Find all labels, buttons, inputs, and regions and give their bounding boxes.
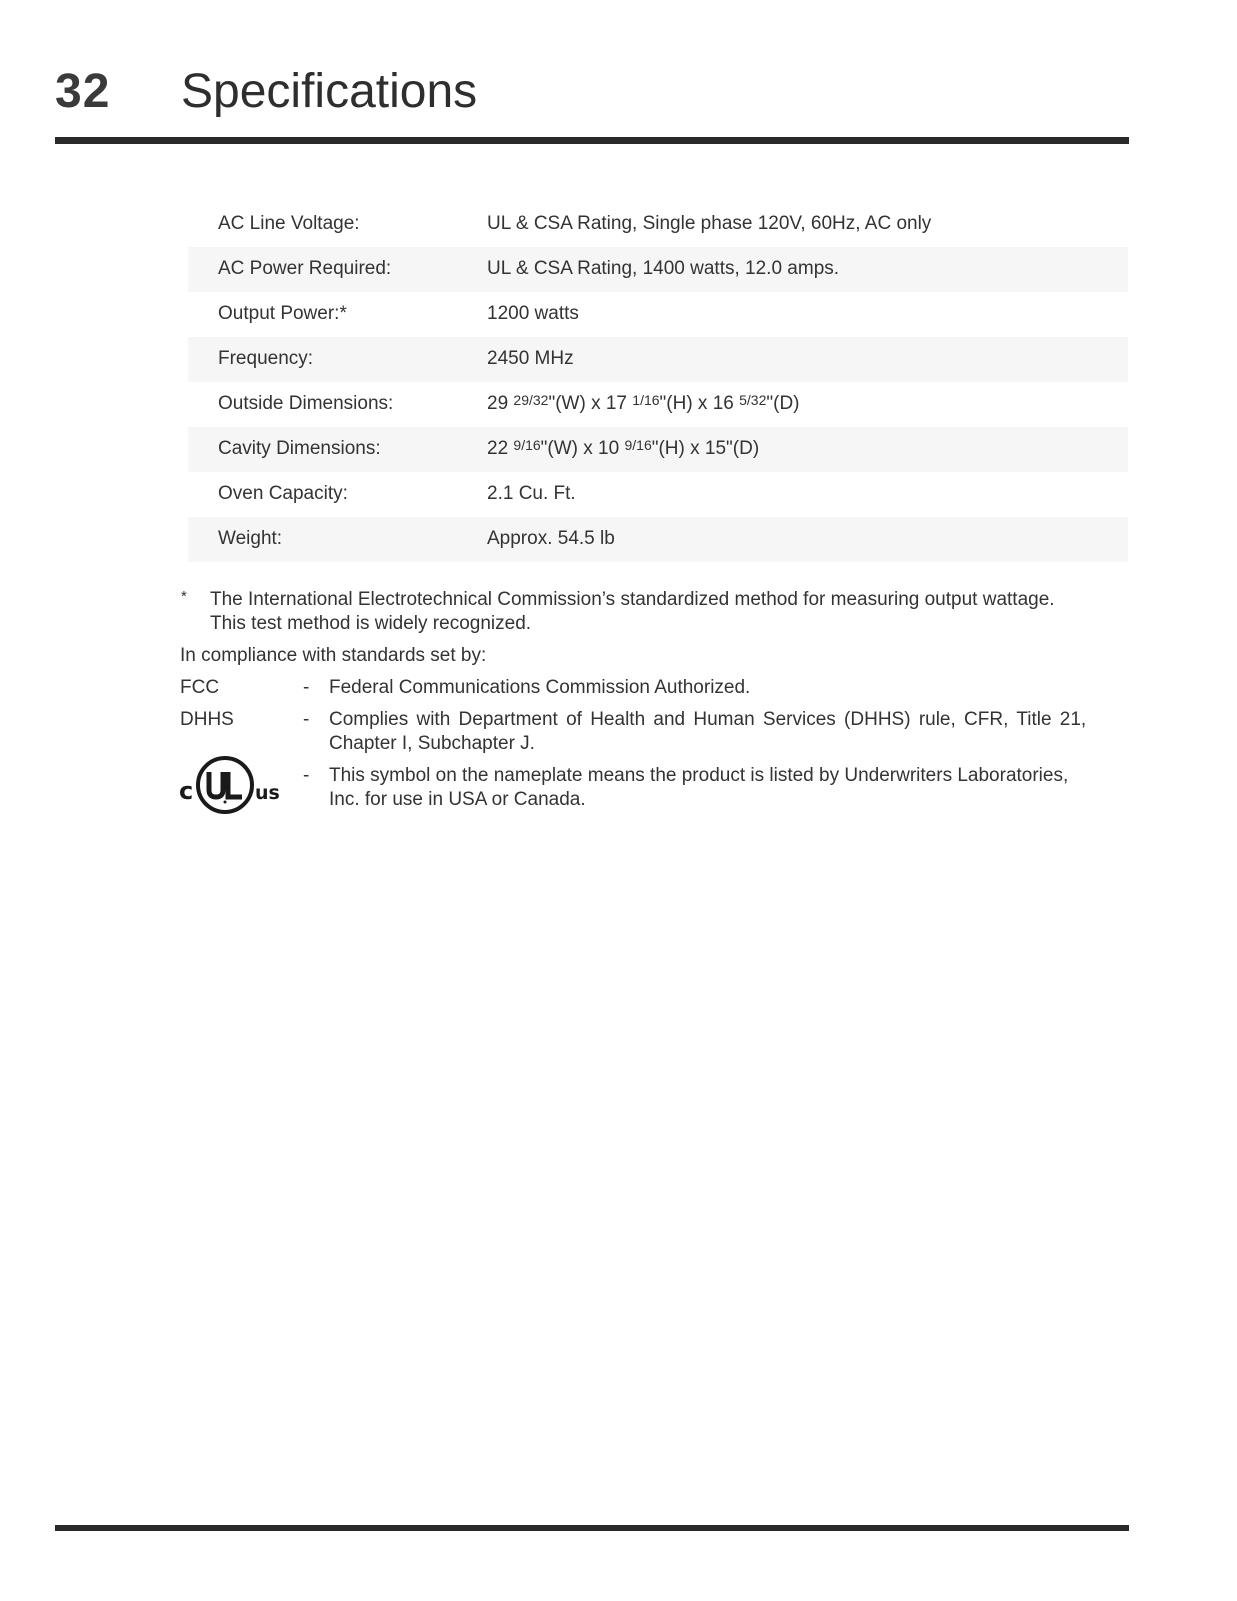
spec-label: Output Power:* [218, 303, 347, 324]
spec-label: AC Line Voltage: [218, 213, 360, 234]
spec-row [188, 337, 1128, 382]
compliance-dash: - [303, 709, 310, 730]
ul-listed-mark-icon [179, 752, 289, 816]
spec-row [188, 202, 1128, 247]
svg-text:c: c [179, 777, 194, 805]
spec-row [188, 517, 1128, 562]
spec-value: 2450 MHz [487, 348, 574, 369]
compliance-desc: This symbol on the nameplate means the product is listed by Underwriters Laboratories, [329, 765, 1069, 786]
spec-value: 1200 watts [487, 303, 579, 324]
footnote-marker: * [181, 588, 187, 605]
header-rule [55, 137, 1129, 144]
compliance-desc: Federal Communications Commission Authorized. [329, 677, 751, 698]
spec-row [188, 247, 1128, 292]
page-number: 32 [55, 65, 111, 118]
spec-label: Weight: [218, 528, 283, 549]
spec-value: 29 $^{29/32}$"(W) x 17 $^{1/16}$"(H) x 16 $^{5/32}$"(D) [487, 392, 800, 414]
spec-row [188, 427, 1128, 472]
spec-value: Approx. 54.5 lb [487, 528, 615, 549]
compliance-abbr-fcc: FCC [180, 677, 220, 698]
compliance-abbr-dhhs: DHHS [180, 709, 234, 730]
spec-label: AC Power Required: [218, 258, 392, 279]
compliance-dash: - [303, 765, 310, 786]
spec-row [188, 472, 1128, 517]
specifications-table [188, 202, 1128, 562]
svg-text:us: us [255, 782, 280, 804]
footnote-line: This test method is widely recognized. [210, 613, 532, 634]
compliance-dash: - [303, 677, 310, 698]
spec-row [188, 382, 1128, 427]
spec-value: 22 $^{9/16}$"(W) x 10 $^{9/16}$"(H) x 15"(D) [487, 437, 760, 459]
spec-label: Oven Capacity: [218, 483, 348, 504]
spec-value: 2.1 Cu. Ft. [487, 483, 576, 504]
spec-value: UL & CSA Rating, 1400 watts, 12.0 amps. [487, 258, 840, 279]
compliance-desc: Complies with Department of Health and Human Services (DHHS) rule, CFR, Title 21, [329, 709, 1087, 730]
compliance-desc: Inc. for use in USA or Canada. [329, 789, 586, 810]
spec-label: Cavity Dimensions: [218, 438, 381, 459]
page-title: Specifications [181, 65, 478, 118]
spec-label: Outside Dimensions: [218, 393, 394, 414]
page-header [55, 64, 1129, 124]
compliance-desc: Chapter I, Subchapter J. [329, 733, 535, 754]
footnote-line: The International Electrotechnical Commission’s standardized method for measuring output wattage. [210, 589, 1055, 610]
spec-value: UL & CSA Rating, Single phase 120V, 60Hz, AC only [487, 213, 932, 234]
compliance-intro: In compliance with standards set by: [180, 645, 487, 666]
footer-rule [55, 1525, 1129, 1531]
spec-label: Frequency: [218, 348, 314, 369]
spec-row [188, 292, 1128, 337]
